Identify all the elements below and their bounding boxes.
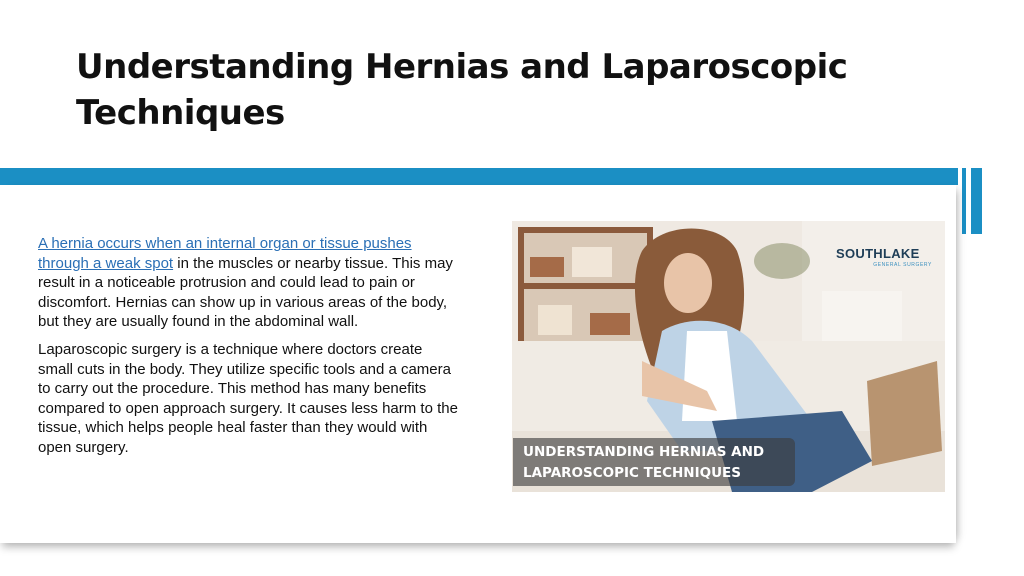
logo-name: SOUTHLAKE — [836, 246, 920, 261]
accent-stripe — [971, 168, 982, 234]
slide-title: Understanding Hernias and Laparoscopic Techniques — [76, 47, 848, 133]
paragraph-hernia — [38, 234, 460, 332]
caption-line-1: UNDERSTANDING HERNIAS AND — [523, 444, 765, 460]
paragraph-laparoscopic: Laparoscopic surgery is a technique where doctors create small cuts in the body. They utilize specific tools and a camera to carry out the procedure. This method has many benefits compared to open approach surgery. It causes less harm to the tissue, which helps people heal faster than they would with open surgery. — [38, 340, 458, 456]
hernia-link[interactable]: A hernia occurs when an internal organ or tissue pushes through a weak spot — [38, 235, 412, 272]
photo-caption — [513, 438, 795, 486]
body-text — [38, 234, 460, 466]
caption-line-2: LAPAROSCOPIC TECHNIQUES — [523, 465, 741, 481]
paragraph-hernia-text: in the muscles or nearby tissue. This may result in a noticeable protrusion and could lead to pain or discomfort. Hernias can show up in various areas of the body, but they are usually found in the abdominal wall. — [38, 254, 453, 331]
accent-bar — [0, 168, 958, 185]
accent-stripe — [962, 168, 966, 234]
logo-subtitle: GENERAL SURGERY — [873, 262, 932, 268]
southlake-logo — [836, 246, 932, 268]
